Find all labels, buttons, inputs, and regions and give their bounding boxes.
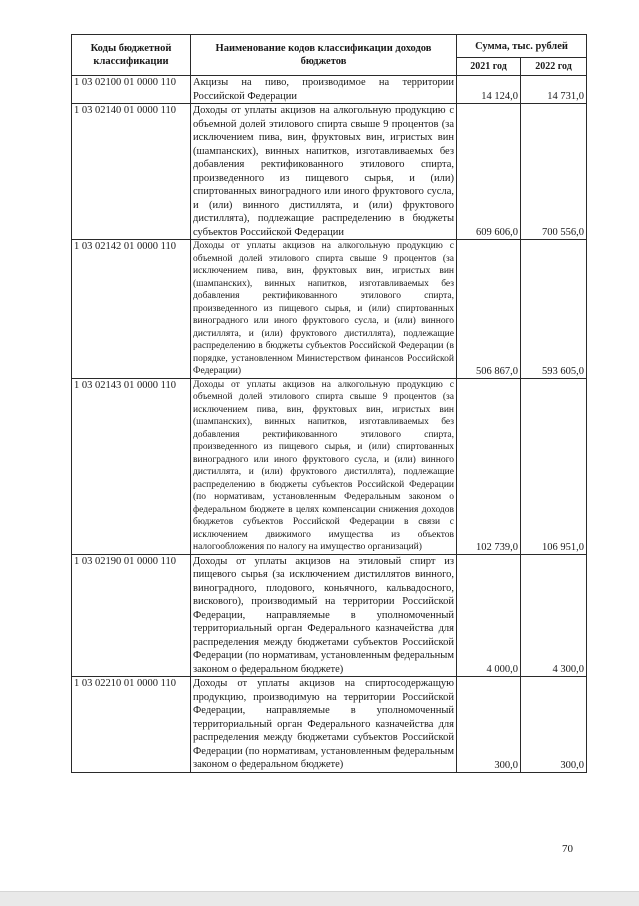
header-sum: Сумма, тыс. рублей — [457, 35, 587, 58]
row-code: 1 03 02190 01 0000 110 — [72, 554, 191, 677]
table-row — [72, 677, 587, 773]
table-row — [72, 378, 587, 554]
row-value-2021: 4 000,0 — [457, 554, 521, 677]
row-code: 1 03 02143 01 0000 110 — [72, 378, 191, 554]
table-row — [72, 76, 587, 104]
table-row — [72, 104, 587, 240]
row-name: Доходы от уплаты акцизов на этиловый спирт из пищевого сырья (за исключением дистиллятов винного, виноградного, плодового, коньячного, кальвадосного, вискового), производимый на территории Российской Федерации, направляемые в уполномоченный территориальный орган Федерального казначейства для распределения между бюджетами субъектов Российской Федерации (по нормативам, установленным федеральным законом о федеральном бюджете) — [191, 554, 457, 677]
scan-bottom-edge — [0, 891, 639, 906]
row-value-2021: 506 867,0 — [457, 240, 521, 379]
row-value-2021: 300,0 — [457, 677, 521, 773]
row-code: 1 03 02100 01 0000 110 — [72, 76, 191, 104]
row-value-2021: 609 606,0 — [457, 104, 521, 240]
row-code: 1 03 02142 01 0000 110 — [72, 240, 191, 379]
row-value-2021: 102 739,0 — [457, 378, 521, 554]
row-value-2022: 700 556,0 — [521, 104, 587, 240]
header-codes: Коды бюджетной классификации — [72, 35, 191, 76]
row-code: 1 03 02140 01 0000 110 — [72, 104, 191, 240]
header-year-2022: 2022 год — [521, 58, 587, 76]
row-name: Доходы от уплаты акцизов на алкогольную продукцию с объемной долей этилового спирта свыше 9 процентов (за исключением пива, вин, фруктовых вин, игристых вин (шампанских), винных напитков, изготавливаемых без добавления ректификованного этилового спирта, произведенного из пищевого сырья, и (или) спиртованных виноградного или иного фруктового сусла, и (или) винного дистиллята, и (или) фруктового дистиллята), подлежащие распределению в бюджеты субъектов Российской Федерации — [191, 104, 457, 240]
header-name: Наименование кодов классификации доходов бюджетов — [191, 35, 457, 76]
row-name: Доходы от уплаты акцизов на спиртосодержащую продукцию, производимую на территории Российской Федерации, направляемые в уполномоченный территориальный орган Федерального казначейства для распределения между бюджетами субъектов Российской Федерации (по нормативам, установленным федеральным законом о федеральном бюджете) — [191, 677, 457, 773]
row-value-2022: 300,0 — [521, 677, 587, 773]
row-code: 1 03 02210 01 0000 110 — [72, 677, 191, 773]
revenue-codes-table — [71, 34, 587, 773]
table-row — [72, 240, 587, 379]
row-value-2021: 14 124,0 — [457, 76, 521, 104]
row-name: Доходы от уплаты акцизов на алкогольную продукцию с объемной долей этилового спирта свыше 9 процентов (за исключением пива, вин, фруктовых вин, игристых вин (шампанских), винных напитков, изготавливаемых без добавления ректификованного этилового спирта, произведенного из пищевого сырья, и (или) спиртованных виноградного или иного фруктового сусла, и (или) винного дистиллята, и (или) фруктового дистиллята), подлежащие распределению в бюджеты субъектов Российской Федерации (в порядке, установленном Министерством финансов Российской Федерации) — [191, 240, 457, 379]
table-row — [72, 554, 587, 677]
row-value-2022: 106 951,0 — [521, 378, 587, 554]
row-name: Доходы от уплаты акцизов на алкогольную продукцию с объемной долей этилового спирта свыше 9 процентов (за исключением пива, вин, фруктовых вин, игристых вин (шампанских), винных напитков, изготавливаемых без добавления ректификованного этилового спирта, произведенного из пищевого сырья, и (или) спиртованных виноградного или иного фруктового сусла, и (или) винного дистиллята, и (или) фруктового дистиллята), подлежащие распределению в бюджеты субъектов Российской Федерации (по нормативам, установленным Федеральным законом о федеральном бюджете в целях компенсации снижения доходов бюджетов субъектов Российской Федерации в связи с исключением движимого имущества из объектов налогообложения по налогу на имущество организаций) — [191, 378, 457, 554]
row-name: Акцизы на пиво, производимое на территории Российской Федерации — [191, 76, 457, 104]
row-value-2022: 14 731,0 — [521, 76, 587, 104]
page-number: 70 — [562, 843, 573, 855]
header-year-2021: 2021 год — [457, 58, 521, 76]
row-value-2022: 593 605,0 — [521, 240, 587, 379]
row-value-2022: 4 300,0 — [521, 554, 587, 677]
